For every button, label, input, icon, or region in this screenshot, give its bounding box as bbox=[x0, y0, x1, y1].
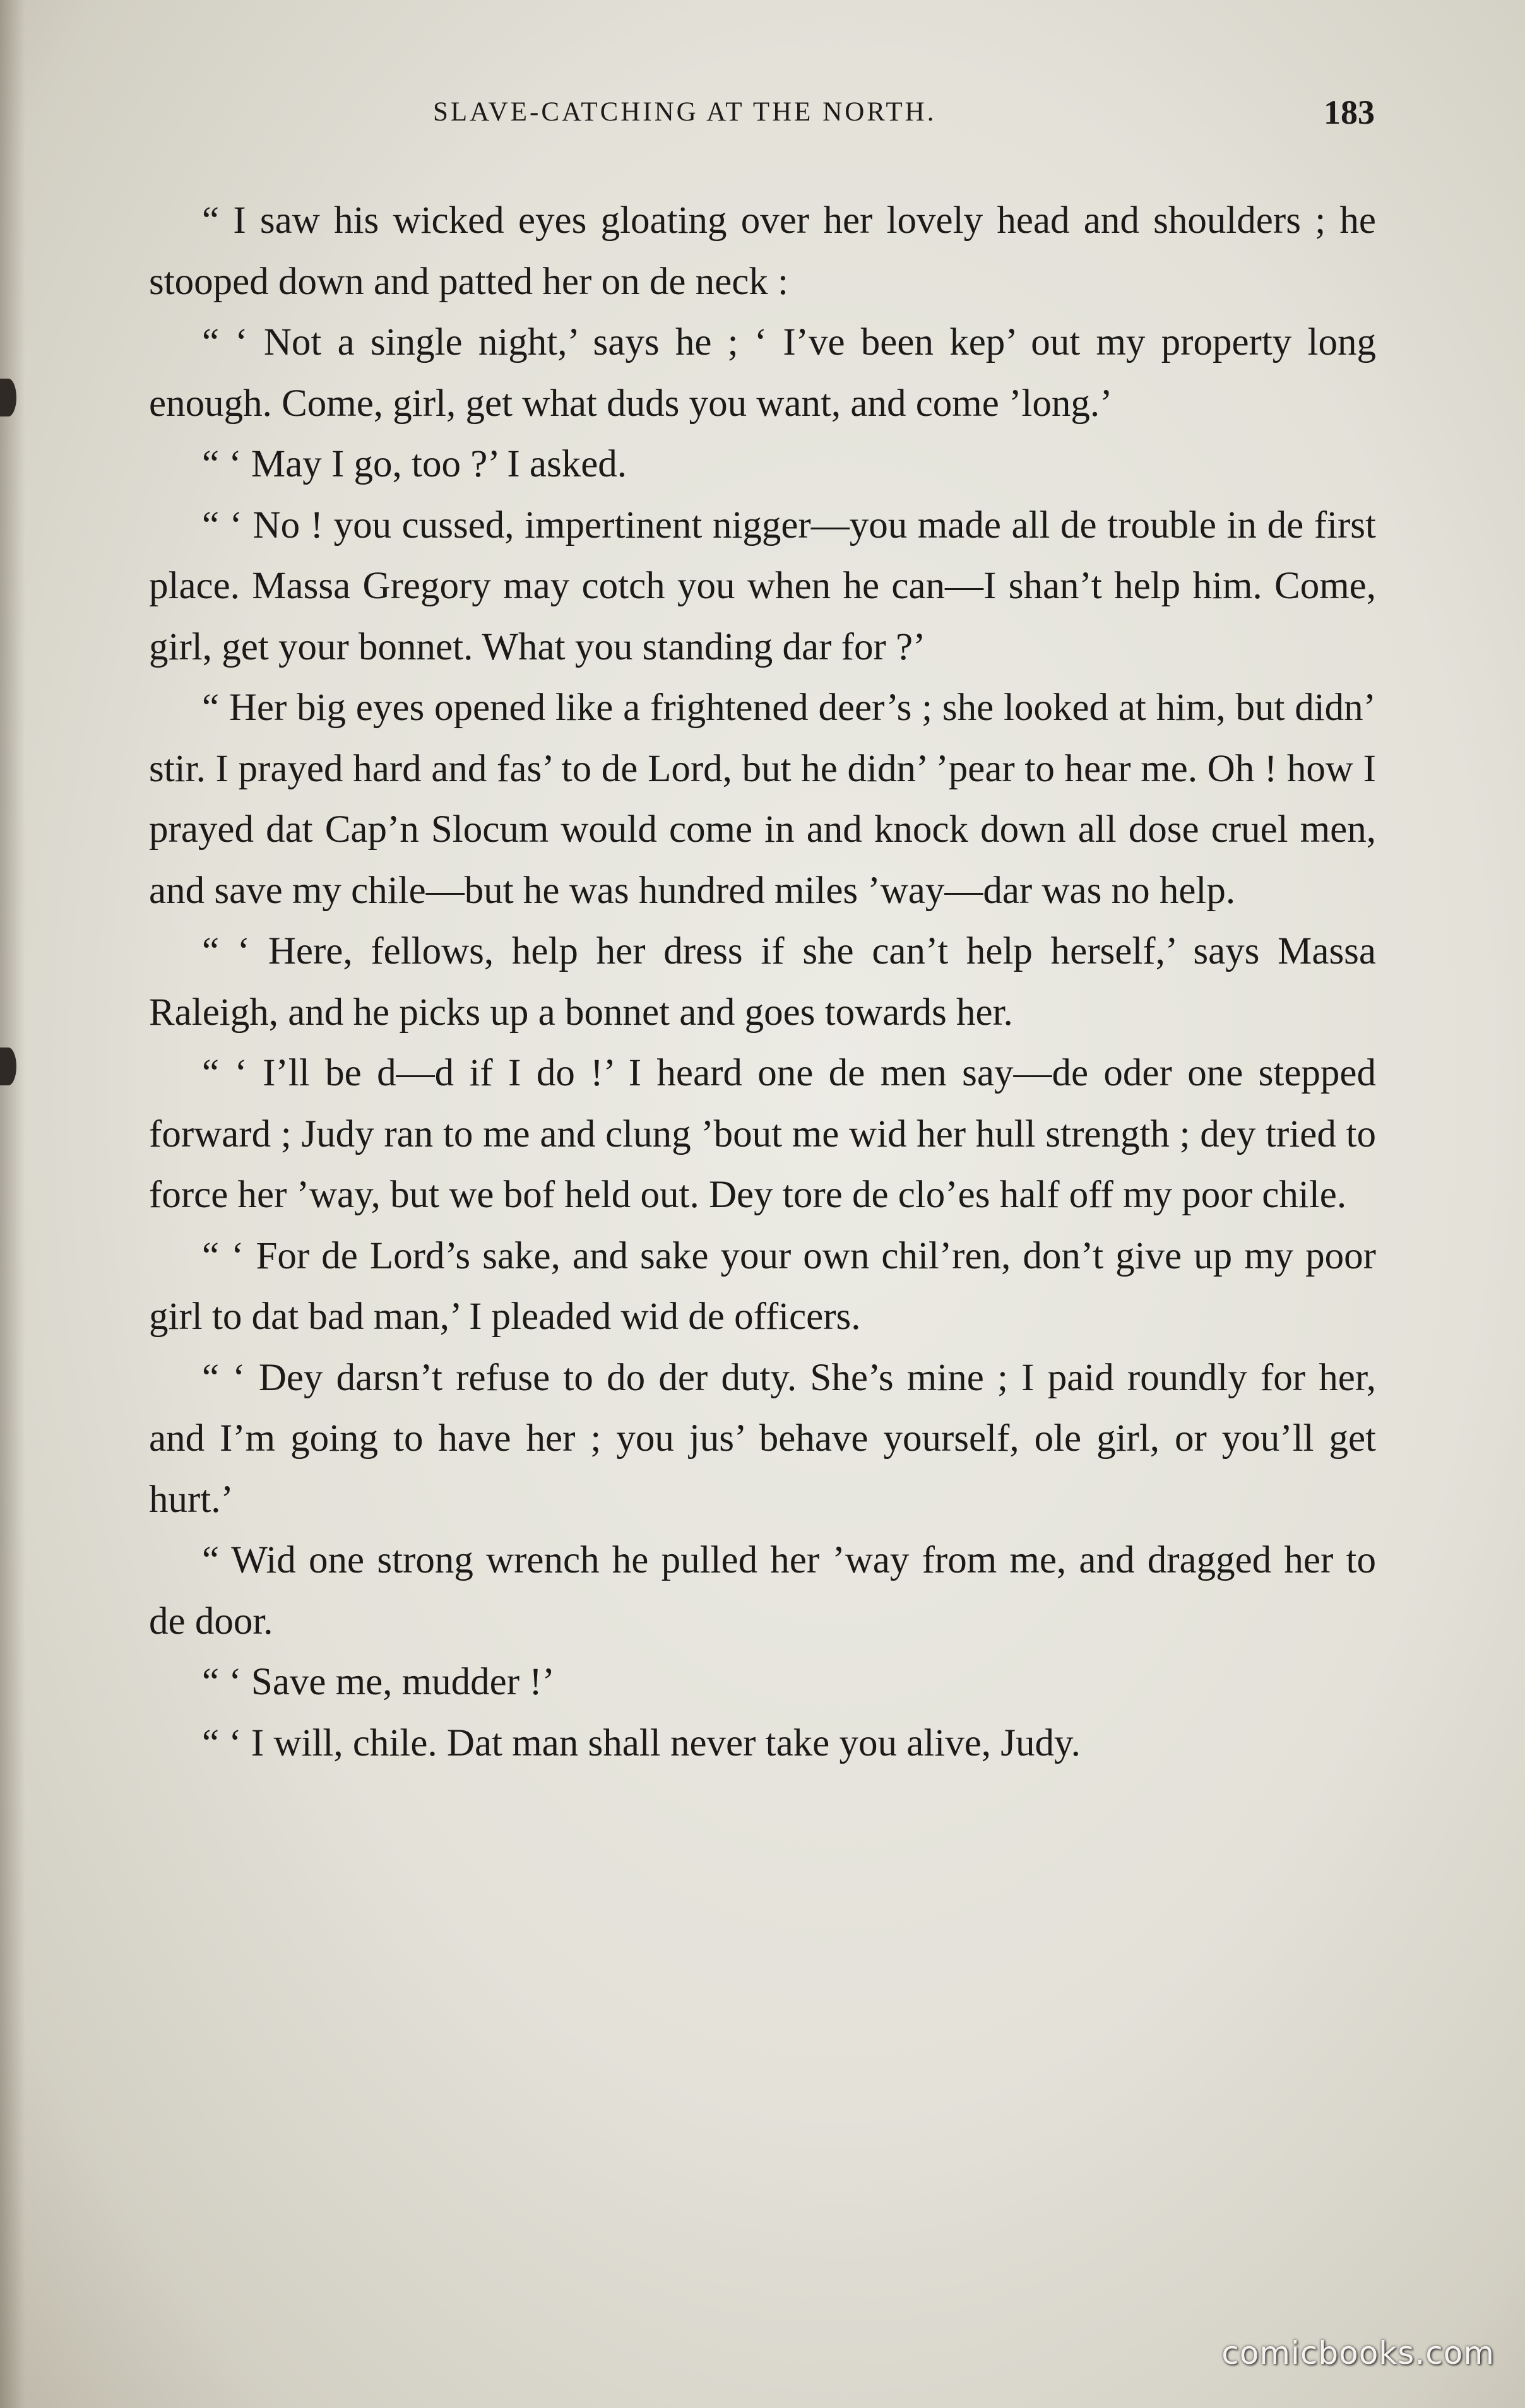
paragraph: “ Wid one strong wrench he pulled her ’way from me, and dragged her to de door. bbox=[149, 1539, 1376, 1643]
paragraph: “ Her big eyes opened like a frightened deer’s ; she looked at him, but didn’ stir. I prayed hard and fas’ to de Lord, but he didn’ ’pear to hear me. Oh ! how I prayed dat Cap’n Slocum would come in and knock down all dose cruel men, and save my chile—but he was hundred miles ’way—dar was no help. bbox=[149, 687, 1376, 912]
paragraph: “ ‘ I will, chile. Dat man shall never take you alive, Judy. bbox=[202, 1721, 1081, 1764]
page-edge-notch bbox=[0, 379, 16, 416]
running-head: SLAVE-CATCHING AT THE NORTH. bbox=[433, 97, 937, 127]
page-edge-shadow bbox=[0, 0, 25, 2408]
body-text bbox=[149, 191, 1376, 1774]
paragraph: “ ‘ Here, fellows, help her dress if she can’t help herself,’ says Massa Raleigh, and he picks up a bonnet and goes towards her. bbox=[149, 930, 1376, 1034]
paragraph: “ ‘ Dey darsn’t refuse to do der duty. She’s mine ; I paid roundly for her, and I’m going to have her ; you jus’ behave yourself, ole girl, or you’ll get hurt.’ bbox=[149, 1356, 1376, 1521]
paragraph: “ I saw his wicked eyes gloating over her lovely head and shoulders ; he stooped down and patted her on de neck : bbox=[149, 199, 1376, 303]
paragraph: “ ‘ Not a single night,’ says he ; ‘ I’ve been kep’ out my property long enough. Come, girl, get what duds you want, and come ’long.’ bbox=[149, 321, 1376, 425]
paragraph: “ ‘ May I go, too ?’ I asked. bbox=[202, 443, 627, 485]
watermark: comicbooks.com bbox=[1221, 2335, 1495, 2371]
page-edge-notch bbox=[0, 1048, 16, 1085]
paragraph: “ ‘ I’ll be d—d if I do !’ I heard one de men say—de oder one stepped forward ; Judy ran to me and clung ’bout me wid her hull strength ; dey tried to force her ’way, but we bof held out. Dey tore de clo’es half off my poor chile. bbox=[149, 1052, 1376, 1216]
page-header bbox=[149, 87, 1375, 138]
paragraph: “ ‘ For de Lord’s sake, and sake your own chil’ren, don’t give up my poor girl to dat bad man,’ I pleaded wid de officers. bbox=[149, 1234, 1376, 1338]
page-number: 183 bbox=[1324, 93, 1375, 131]
paragraph: “ ‘ Save me, mudder !’ bbox=[202, 1661, 555, 1703]
paragraph: “ ‘ No ! you cussed, impertinent nigger—you made all de trouble in de first place. Massa Gregory may cotch you when he can—I shan’t help him. Come, girl, get your bonnet. What you standing dar for ?’ bbox=[149, 504, 1376, 668]
